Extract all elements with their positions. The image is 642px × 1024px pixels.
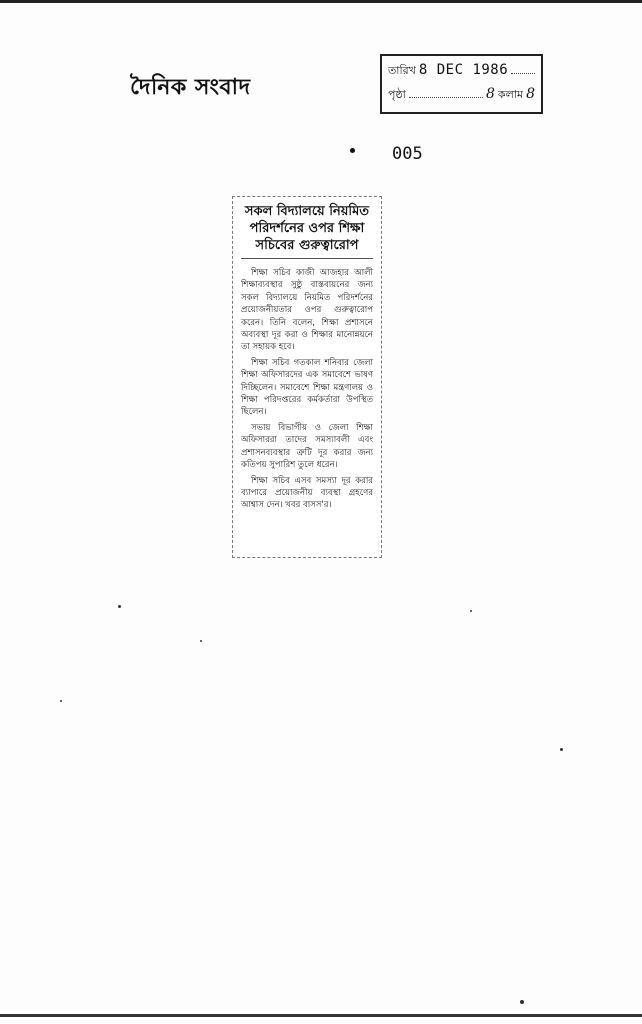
stamp-page-value: 8 (485, 86, 495, 102)
scan-speck (60, 700, 62, 702)
clipping-paragraph: শিক্ষা সচিব গতকাল শনিবার জেলা শিক্ষা অফিসারদের এক সমাবেশে ভাষণ দিচ্ছিলেন। সমাবেশে শিক্ষা মন্ত্রণালয় ও শিক্ষা পরিদপ্তরের কর্মকর্তারা উপস্থিত ছিলেন। (241, 357, 373, 418)
stamp-column-value: 8 (526, 86, 535, 102)
stamp-dotted-line (511, 63, 535, 74)
stamp-date-row (388, 62, 535, 81)
clipping-paragraph: শিক্ষা সচিব এসব সমস্যা দূর করার ব্যাপারে প্রয়োজনীয় ব্যবস্থা গ্রহণের আশ্বাস দেন। খবর বাসস'র। (241, 475, 373, 511)
newspaper-name: দৈনিক সংবাদ (130, 74, 251, 100)
scan-speck (470, 610, 472, 612)
stamp-date-value: 8 DEC 1986 (418, 62, 509, 78)
scan-speck (118, 605, 121, 608)
clipping-paragraph: শিক্ষা সচিব কাজী আজহার আলী শিক্ষাব্যবস্থার সুষ্ঠু বাস্তবায়নের জন্য সকল বিদ্যালয়ে নিয়মিত পরিদর্শনের প্রয়োজনীয়তার ওপর গুরুত্বারোপ করেন। তিনি বলেন, শিক্ষা প্রশাসনে অব্যবস্থা দূর করা ও শিক্ষার মানোন্নয়নে তা সহায়ক হবে। (241, 268, 373, 353)
ink-dot (350, 148, 355, 153)
stamp-dotted-line (409, 87, 483, 98)
scan-bottom-edge (0, 1014, 642, 1017)
clipping-paragraph: সভায় বিভাগীয় ও জেলা শিক্ষা অফিসাররা তাদের সমস্যাবলী এবং প্রশাসনব্যবস্থার ত্রুটি দূর করার জন্য কতিপয় সুপারিশ তুলে ধরেন। (241, 422, 373, 471)
scan-top-edge (0, 0, 642, 3)
scan-speck (560, 748, 563, 751)
file-number: 005 (392, 144, 423, 164)
date-stamp (380, 54, 543, 114)
newspaper-clipping (232, 196, 382, 558)
stamp-date-label: তারিখ (388, 64, 416, 77)
stamp-page-label: পৃষ্ঠা (388, 88, 406, 101)
clipping-headline: সকল বিদ্যালয়ে নিয়মিত পরিদর্শনের ওপর শিক্ষা সচিবের গুরুত্বারোপ (241, 203, 373, 259)
scan-speck (520, 1000, 524, 1004)
stamp-page-row (388, 86, 535, 105)
scan-speck (200, 640, 202, 642)
stamp-column-label: কলাম (497, 88, 524, 101)
